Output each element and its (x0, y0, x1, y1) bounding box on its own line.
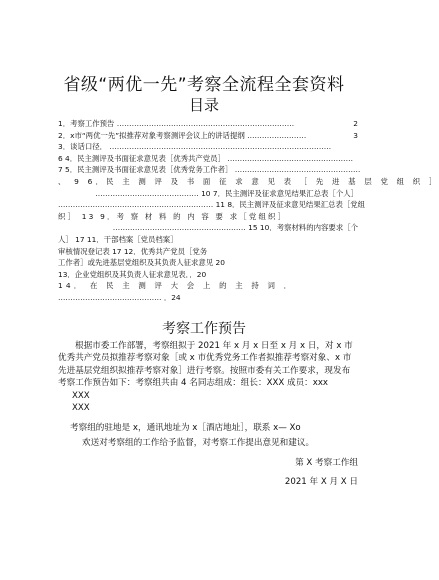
toc-entry-text: 人］ 17 11．干部档案［党员档案］ (58, 234, 178, 244)
toc-entry-text: 审核情况登记表 17 12．优秀共产党员［党务 (58, 246, 208, 256)
section-body (58, 340, 358, 488)
toc-entry-text: 7 5．民主测评及书面征求意见表［优秀党务工作者］ (58, 165, 233, 175)
toc-page-number: 2 (353, 119, 358, 128)
toc-entry (58, 176, 439, 188)
toc-entry-text: 15 10．考察材料的内容要求［个 (248, 223, 358, 233)
toc-entry-text: ．24 (163, 292, 181, 302)
toc-heading: 目录 (188, 96, 219, 114)
section-title: 考察工作预告 (162, 321, 246, 337)
signature: 第 X 考察工作组 (295, 458, 358, 469)
toc-entry (58, 257, 358, 269)
toc-entry: 2 1．考察工作预告 ……………………………………………………………… (58, 119, 358, 128)
toc-entry-text: 织］ 13 9．考 察 材 料 的 内 容 要 求［党组织］ (58, 211, 288, 221)
toc-entry (58, 280, 358, 292)
toc-entry-text: 10 7．民主测评及征求意见结果汇总表［个人］ (201, 188, 358, 198)
toc-page-number: 3 (353, 130, 358, 140)
toc-entry: ……………………………………………… 15 10．考察材料的内容要求［个 (112, 223, 358, 233)
toc-entry (58, 234, 358, 246)
toc-entry: 7 5．民主测评及书面征求意见表［优秀党务工作者］ …………………………………………… (58, 165, 361, 175)
toc-entry-text: 11 8．民主测评及征求意见结果汇总表［党组 (215, 200, 366, 210)
document-title: 省级“两优一先”考察全流程全套资料 (63, 75, 345, 95)
member-name: XXX (72, 403, 90, 414)
contact-paragraph: 考察组的驻地是 x，通讯地址为 x［酒店地址］，联系 x— Xo (70, 423, 301, 434)
notice-paragraph: 根据市委工作部署，考察组拟于 2021 年 x 月 x 日至 x 月 x 日，对 x 市优秀共产党员拟推荐考察对象［或 x 市优秀党务工作者拟推荐考察对象、x 市先进基层党组织拟推荐考察对象］进行考察。按照市委有关工作要求，现发布考察工作预告如下：考察组共由 4 名同志组成：组长：XXX 成员：xxx (58, 341, 353, 389)
toc-entry-text: 、 9 6．民 主 测 评 及 书 面 征 求 意 见 表 ［ 先 进 基 层 党 组 织 ］ (58, 176, 439, 186)
toc-entry: …………………………………… ．24 (58, 292, 181, 302)
welcome-paragraph: 欢送对考察组的工作给予监督，对考察工作提出意见和建议。 (82, 437, 315, 448)
table-of-contents (58, 118, 439, 304)
toc-entry-text: 14． 在 民 主 测 评 大 会 上 的 主 持 词 ． (58, 281, 295, 291)
toc-entry (58, 269, 358, 281)
toc-entry-text: 工作者］或先进基层党组织及其负责人征求意见 20 (58, 258, 225, 268)
toc-entry-text: 13．企业党组织及其负责人征求意见表．．20 (58, 269, 207, 279)
toc-entry (58, 211, 358, 223)
member-name: XXX (72, 390, 90, 401)
toc-entry (58, 246, 358, 258)
toc-entry: 3 2．x市“两优一先”拟推荐对象考察测评会议上的讲话提纲 …………………… (58, 130, 358, 140)
toc-entry-text: 3．谈话口径． (58, 142, 108, 152)
toc-entry-text: 6 4．民主测评及书面征求意见表［优秀共产党员］ (58, 153, 225, 163)
toc-entry-text: 2．x市“两优一先”拟推荐对象考察测评会议上的讲话提纲 (58, 130, 245, 140)
toc-entry: 6 4．民主测评及书面征求意见表［优秀共产党员］ …………………………………………… (58, 153, 353, 163)
toc-entry: 3．谈话口径． ……………………………………………………………………………… (58, 142, 332, 152)
toc-entry-text: 1．考察工作预告 (58, 119, 115, 128)
toc-entry: ……………………………………………………… 11 8．民主测评及征求意见结果汇总表［党组 (58, 200, 366, 210)
toc-entry: …………………………………… 10 7．民主测评及征求意见结果汇总表［个人］ (95, 188, 358, 198)
signature-date: 2021 年 X 月 X 日 (284, 476, 358, 487)
